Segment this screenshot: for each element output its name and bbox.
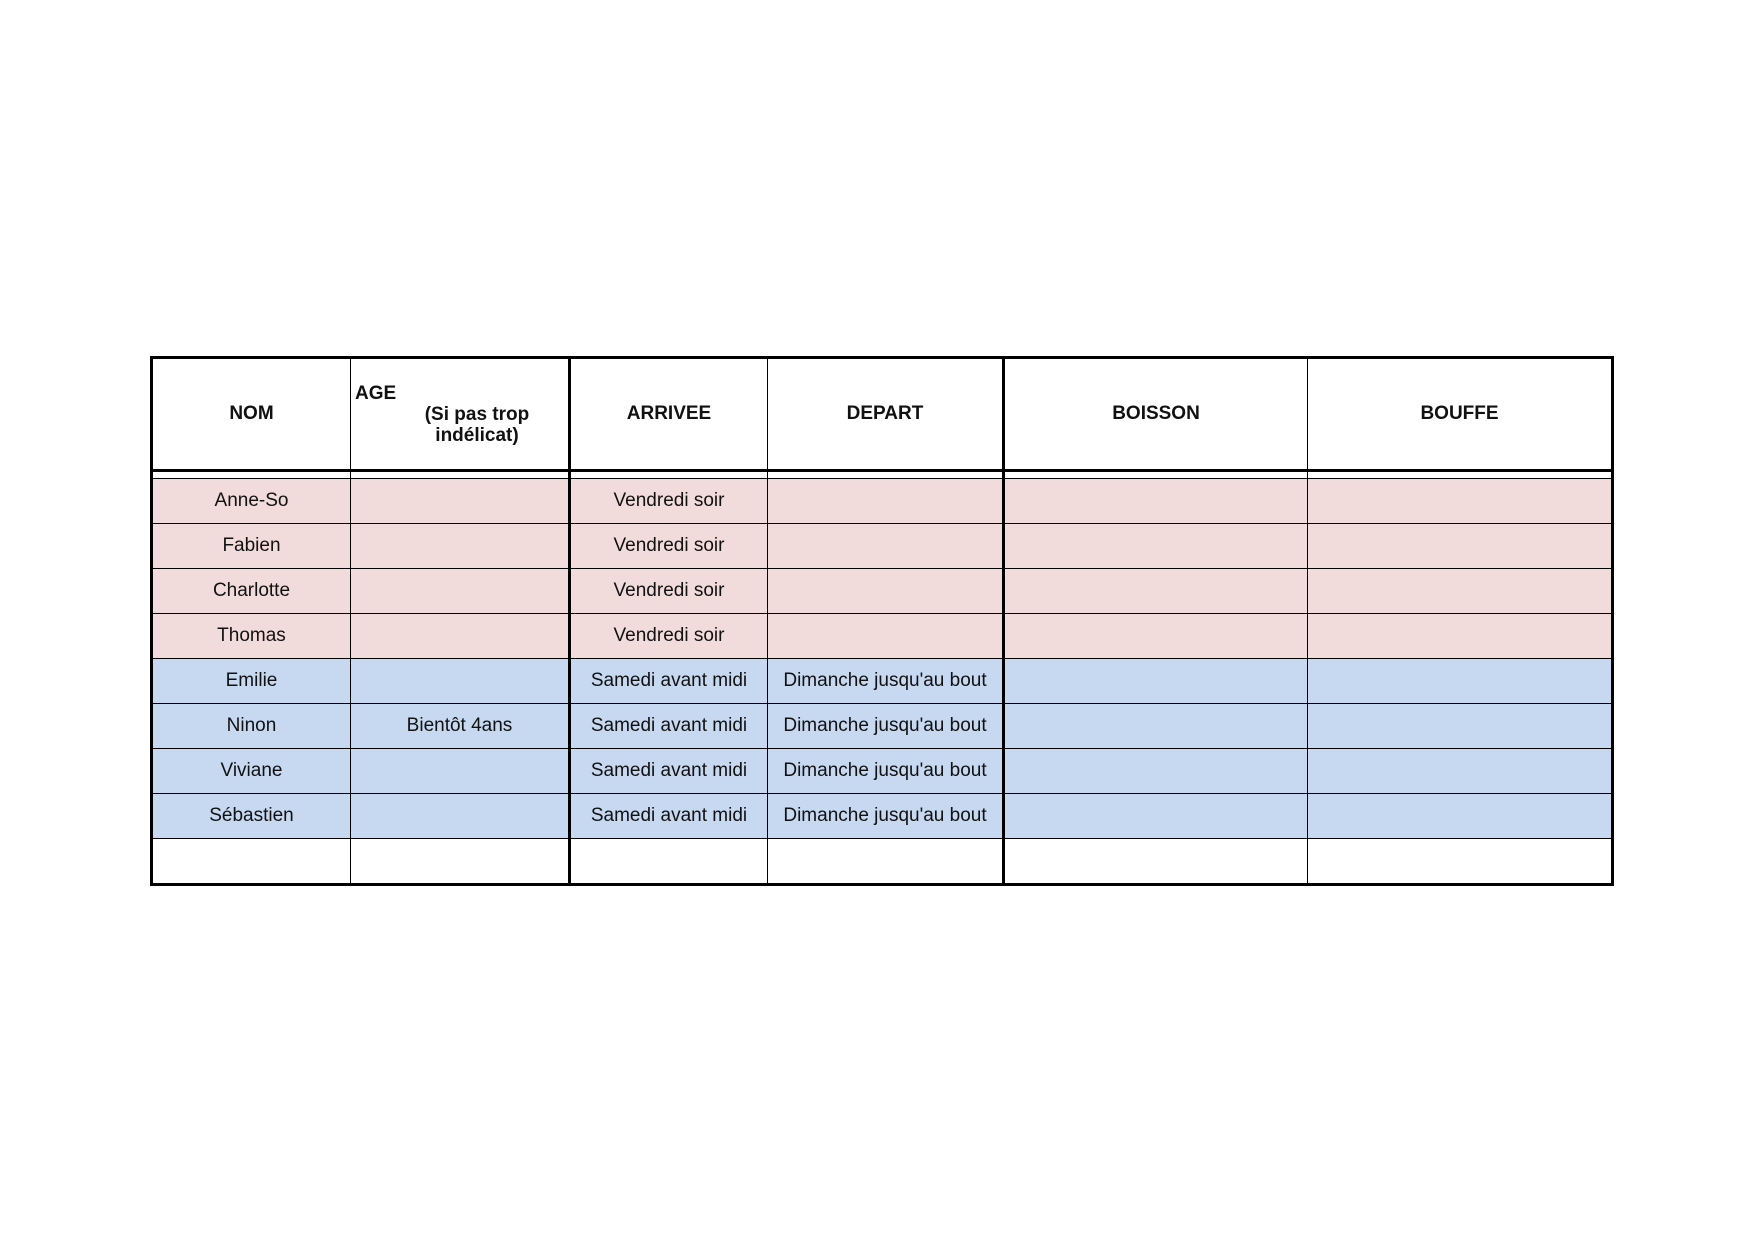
table-row bbox=[152, 704, 1613, 749]
cell-age[interactable] bbox=[351, 614, 570, 659]
cell-nom[interactable]: Sébastien bbox=[152, 794, 351, 839]
header-spacer-row bbox=[152, 471, 1613, 479]
header-arrivee: ARRIVEE bbox=[570, 358, 768, 471]
cell-bouffe[interactable] bbox=[1308, 749, 1613, 794]
spacer-cell bbox=[152, 471, 351, 479]
spacer-cell bbox=[1004, 471, 1308, 479]
header-row bbox=[152, 358, 1613, 471]
cell-nom[interactable]: Emilie bbox=[152, 659, 351, 704]
cell-nom[interactable]: Viviane bbox=[152, 749, 351, 794]
header-boisson: BOISSON bbox=[1004, 358, 1308, 471]
empty-cell[interactable] bbox=[1308, 839, 1613, 885]
cell-boisson[interactable] bbox=[1004, 569, 1308, 614]
cell-bouffe[interactable] bbox=[1308, 794, 1613, 839]
table-row bbox=[152, 794, 1613, 839]
cell-boisson[interactable] bbox=[1004, 704, 1308, 749]
cell-age[interactable] bbox=[351, 794, 570, 839]
cell-depart[interactable] bbox=[768, 569, 1004, 614]
empty-cell[interactable] bbox=[1004, 839, 1308, 885]
cell-age[interactable] bbox=[351, 749, 570, 794]
spacer-cell bbox=[1308, 471, 1613, 479]
cell-age[interactable] bbox=[351, 659, 570, 704]
table-row bbox=[152, 659, 1613, 704]
empty-cell[interactable] bbox=[351, 839, 570, 885]
cell-nom[interactable]: Charlotte bbox=[152, 569, 351, 614]
header-age-note: (Si pas trop indélicat) bbox=[424, 404, 530, 446]
cell-arrivee[interactable]: Vendredi soir bbox=[570, 479, 768, 524]
cell-age[interactable] bbox=[351, 479, 570, 524]
spacer-cell bbox=[570, 471, 768, 479]
cell-boisson[interactable] bbox=[1004, 659, 1308, 704]
cell-age[interactable] bbox=[351, 524, 570, 569]
cell-bouffe[interactable] bbox=[1308, 479, 1613, 524]
table-row bbox=[152, 524, 1613, 569]
cell-depart[interactable]: Dimanche jusqu'au bout bbox=[768, 659, 1004, 704]
header-age-label: AGE bbox=[355, 383, 397, 404]
cell-bouffe[interactable] bbox=[1308, 659, 1613, 704]
cell-arrivee[interactable]: Vendredi soir bbox=[570, 614, 768, 659]
cell-age[interactable] bbox=[351, 569, 570, 614]
table-row bbox=[152, 749, 1613, 794]
cell-arrivee[interactable]: Samedi avant midi bbox=[570, 659, 768, 704]
header-nom: NOM bbox=[152, 358, 351, 471]
table-row bbox=[152, 614, 1613, 659]
cell-arrivee[interactable]: Vendredi soir bbox=[570, 569, 768, 614]
cell-boisson[interactable] bbox=[1004, 794, 1308, 839]
cell-depart[interactable] bbox=[768, 524, 1004, 569]
cell-depart[interactable]: Dimanche jusqu'au bout bbox=[768, 704, 1004, 749]
cell-nom[interactable]: Ninon bbox=[152, 704, 351, 749]
cell-boisson[interactable] bbox=[1004, 614, 1308, 659]
cell-boisson[interactable] bbox=[1004, 479, 1308, 524]
cell-bouffe[interactable] bbox=[1308, 524, 1613, 569]
spacer-cell bbox=[351, 471, 570, 479]
cell-arrivee[interactable]: Samedi avant midi bbox=[570, 794, 768, 839]
empty-cell[interactable] bbox=[768, 839, 1004, 885]
cell-depart[interactable]: Dimanche jusqu'au bout bbox=[768, 794, 1004, 839]
header-age bbox=[351, 358, 570, 471]
cell-arrivee[interactable]: Vendredi soir bbox=[570, 524, 768, 569]
empty-cell[interactable] bbox=[570, 839, 768, 885]
cell-nom[interactable]: Thomas bbox=[152, 614, 351, 659]
cell-bouffe[interactable] bbox=[1308, 569, 1613, 614]
cell-depart[interactable]: Dimanche jusqu'au bout bbox=[768, 749, 1004, 794]
table-row bbox=[152, 479, 1613, 524]
cell-depart[interactable] bbox=[768, 479, 1004, 524]
participants-table bbox=[150, 356, 1614, 886]
cell-bouffe[interactable] bbox=[1308, 704, 1613, 749]
header-depart: DEPART bbox=[768, 358, 1004, 471]
header-bouffe: BOUFFE bbox=[1308, 358, 1613, 471]
cell-arrivee[interactable]: Samedi avant midi bbox=[570, 704, 768, 749]
cell-bouffe[interactable] bbox=[1308, 614, 1613, 659]
cell-nom[interactable]: Anne-So bbox=[152, 479, 351, 524]
cell-arrivee[interactable]: Samedi avant midi bbox=[570, 749, 768, 794]
cell-depart[interactable] bbox=[768, 614, 1004, 659]
table-row bbox=[152, 569, 1613, 614]
empty-cell[interactable] bbox=[152, 839, 351, 885]
cell-boisson[interactable] bbox=[1004, 524, 1308, 569]
cell-age[interactable]: Bientôt 4ans bbox=[351, 704, 570, 749]
cell-nom[interactable]: Fabien bbox=[152, 524, 351, 569]
cell-boisson[interactable] bbox=[1004, 749, 1308, 794]
empty-row bbox=[152, 839, 1613, 885]
spacer-cell bbox=[768, 471, 1004, 479]
